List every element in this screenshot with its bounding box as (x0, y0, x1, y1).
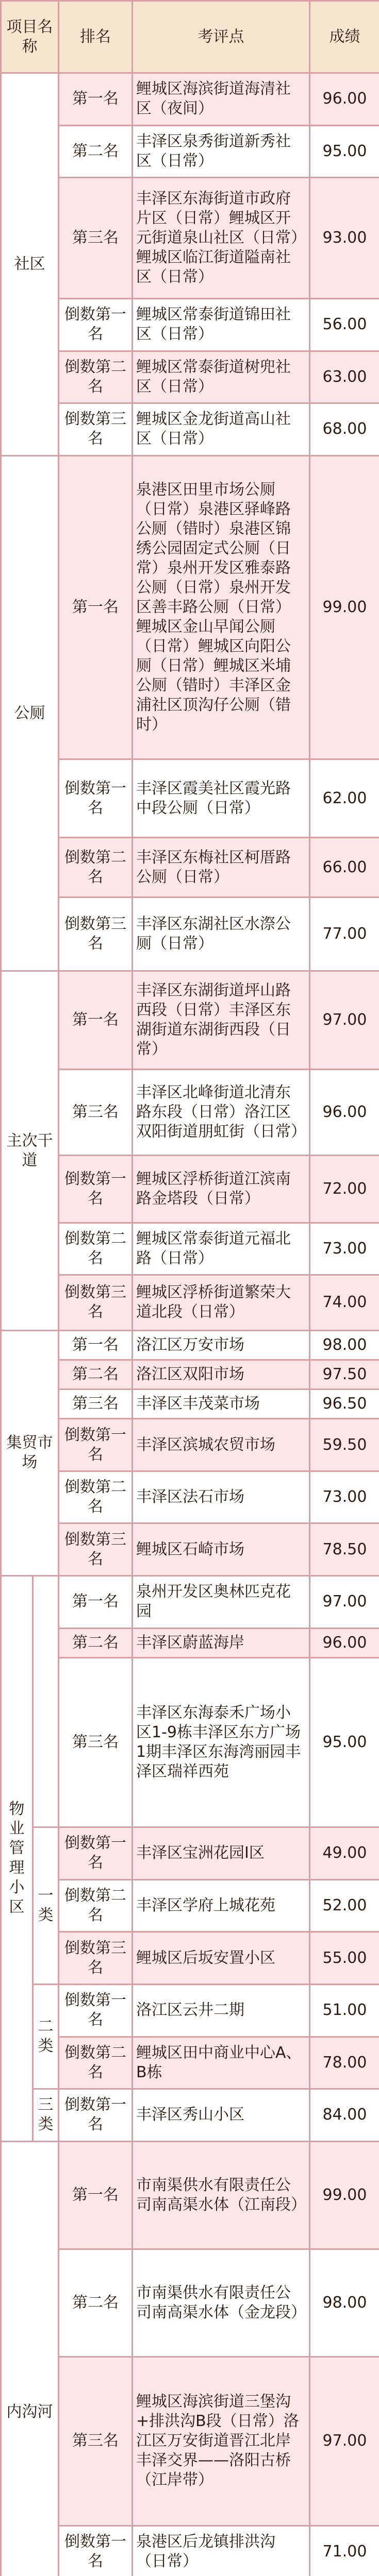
score-cell: 99.00 (310, 2141, 379, 2249)
rank-cell: 第三名 (59, 2357, 133, 2526)
score-cell: 68.00 (310, 403, 379, 456)
score-cell: 78.50 (310, 1523, 379, 1576)
category-cell: 社区 (1, 73, 59, 456)
score-cell: 97.00 (310, 1576, 379, 1629)
location-cell: 泉港区后龙镇排洪沟（日常） (133, 2526, 310, 2576)
location-cell: 鲤城区海滨街道三堡沟+排洪沟B段（日常）洛江区万安街道晋江北岸丰泽交界——洛阳古桥（江岸带） (133, 2357, 310, 2526)
location-cell: 丰泽区东梅社区柯厝路公厕（日常） (133, 838, 310, 897)
score-cell: 98.00 (310, 2249, 379, 2357)
table-row (1, 455, 379, 759)
location-cell: 鲤城区后坂安置小区 (133, 1932, 310, 1985)
score-cell: 96.00 (310, 1069, 379, 1155)
location-cell: 丰泽区东海泰禾广场小区1-9栋丰泽区东方广场1期丰泽区东海湾丽园丰泽区瑞祥西苑 (133, 1657, 310, 1827)
location-cell: 鲤城区金龙街道高山社区（日常） (133, 403, 310, 456)
score-cell: 72.00 (310, 1155, 379, 1223)
score-cell: 97.00 (310, 2357, 379, 2526)
score-cell: 97.00 (310, 971, 379, 1069)
location-cell: 丰泽区东湖街道坪山路西段（日常）丰泽区东湖街道东湖街西段（日常） (133, 971, 310, 1069)
location-cell: 鲤城区常泰街道锦田社区（日常） (133, 298, 310, 351)
table-body (1, 73, 379, 2576)
rank-cell: 倒数第三名 (59, 1932, 133, 1985)
rank-cell: 第二名 (59, 125, 133, 178)
score-cell: 73.00 (310, 1471, 379, 1523)
score-cell: 56.00 (310, 298, 379, 351)
table-row (1, 1576, 379, 1629)
score-cell: 52.00 (310, 1879, 379, 1932)
score-cell: 62.00 (310, 759, 379, 838)
location-cell: 丰泽区蔚蓝海岸 (133, 1628, 310, 1657)
location-cell: 鲤城区浮桥街道江滨南路金塔段（日常） (133, 1155, 310, 1223)
rank-cell: 倒数第二名 (59, 838, 133, 897)
rank-cell: 倒数第二名 (59, 1223, 133, 1275)
rank-cell: 第一名 (59, 2141, 133, 2249)
header-score: 成绩 (310, 1, 379, 73)
location-cell: 鲤城区浮桥街道繁荣大道北段（日常） (133, 1275, 310, 1330)
table-row (1, 1827, 379, 1880)
header-location: 考评点 (133, 1, 310, 73)
score-cell: 71.00 (310, 2526, 379, 2576)
score-cell: 74.00 (310, 1275, 379, 1330)
location-cell: 洛江区云井二期 (133, 1984, 310, 2037)
rank-cell: 倒数第三名 (59, 1275, 133, 1330)
table-row (1, 1330, 379, 1360)
location-cell: 丰泽区北峰街道北清东路东段（日常）洛江区双阳街道朋虹街（日常） (133, 1069, 310, 1155)
score-cell: 49.00 (310, 1827, 379, 1880)
rank-cell: 第一名 (59, 455, 133, 759)
score-cell: 66.00 (310, 838, 379, 897)
score-cell: 73.00 (310, 1223, 379, 1275)
location-cell: 鲤城区常泰街道元福北路（日常） (133, 1223, 310, 1275)
category-cell: 集贸市场 (1, 1330, 59, 1575)
rank-cell: 第二名 (59, 1360, 133, 1389)
score-cell: 95.00 (310, 125, 379, 178)
rank-cell: 倒数第一名 (59, 1827, 133, 1880)
rank-cell: 倒数第一名 (59, 2526, 133, 2576)
category-cell: 主次干道 (1, 971, 59, 1330)
location-cell: 丰泽区丰茂菜市场 (133, 1389, 310, 1419)
rank-cell: 第一名 (59, 971, 133, 1069)
location-cell: 洛江区双阳市场 (133, 1360, 310, 1389)
rank-cell: 第二名 (59, 2249, 133, 2357)
location-cell: 市南渠供水有限责任公司南高渠水体（江南段） (133, 2141, 310, 2249)
score-cell: 78.00 (310, 2037, 379, 2089)
rank-cell: 倒数第三名 (59, 897, 133, 971)
rank-cell: 倒数第一名 (59, 1984, 133, 2037)
score-cell: 55.00 (310, 1932, 379, 1985)
score-cell: 96.00 (310, 73, 379, 126)
subclass-cell: 三类 (33, 2089, 59, 2142)
location-cell: 丰泽区秀山小区 (133, 2089, 310, 2142)
header-rank: 排名 (59, 1, 133, 73)
rank-cell: 倒数第二名 (59, 1471, 133, 1523)
category-cell: 内沟河 (1, 2141, 59, 2576)
location-cell: 丰泽区东湖社区水漈公厕（日常） (133, 897, 310, 971)
rank-cell: 倒数第一名 (59, 298, 133, 351)
location-cell: 泉州开发区奥林匹克花园 (133, 1576, 310, 1629)
location-cell: 鲤城区田中商业中心A、B栋 (133, 2037, 310, 2089)
rank-cell: 倒数第三名 (59, 403, 133, 456)
location-cell: 丰泽区学府上城花苑 (133, 1879, 310, 1932)
location-cell: 丰泽区泉秀街道新秀社区（日常） (133, 125, 310, 178)
rank-cell: 第一名 (59, 73, 133, 126)
rank-cell: 第一名 (59, 1576, 133, 1629)
subclass-cell (33, 1576, 59, 1827)
rank-cell: 第三名 (59, 1069, 133, 1155)
location-cell: 洛江区万安市场 (133, 1330, 310, 1360)
score-cell: 59.50 (310, 1419, 379, 1471)
score-cell: 84.00 (310, 2089, 379, 2142)
table-row (1, 2141, 379, 2249)
rank-cell: 第三名 (59, 1657, 133, 1827)
category-cell: 公厕 (1, 455, 59, 971)
rank-cell: 倒数第一名 (59, 759, 133, 838)
rank-cell: 倒数第一名 (59, 2089, 133, 2142)
table-row (1, 971, 379, 1069)
location-cell: 丰泽区滨城农贸市场 (133, 1419, 310, 1471)
score-cell: 96.00 (310, 1628, 379, 1657)
score-cell: 98.00 (310, 1330, 379, 1360)
location-cell: 鲤城区海滨街道海清社区（夜间） (133, 73, 310, 126)
location-cell: 丰泽区东海街道市政府片区（日常）鲤城区开元街道泉山社区（日常）鲤城区临江街道隘南社区（日常） (133, 178, 310, 299)
score-cell: 77.00 (310, 897, 379, 971)
rank-cell: 第三名 (59, 178, 133, 299)
location-cell: 鲤城区石崎市场 (133, 1523, 310, 1576)
table-row (1, 1984, 379, 2037)
score-cell: 95.00 (310, 1657, 379, 1827)
rank-cell: 倒数第三名 (59, 1523, 133, 1576)
location-cell: 鲤城区常泰街道树兜社区（日常） (133, 351, 310, 403)
rank-cell: 倒数第二名 (59, 351, 133, 403)
rank-cell: 第一名 (59, 1330, 133, 1360)
category-cell: 物业管理小区 (1, 1576, 33, 2142)
score-cell: 97.50 (310, 1360, 379, 1389)
location-cell: 市南渠供水有限责任公司南高渠水体（金龙段） (133, 2249, 310, 2357)
score-cell: 96.50 (310, 1389, 379, 1419)
score-cell: 93.00 (310, 178, 379, 299)
table-row (1, 73, 379, 126)
rank-cell: 倒数第一名 (59, 1419, 133, 1471)
header-project: 项目名称 (1, 1, 59, 73)
score-cell: 63.00 (310, 351, 379, 403)
location-cell: 丰泽区法石市场 (133, 1471, 310, 1523)
location-cell: 泉港区田里市场公厕（日常）泉港区驿峰路公厕（错时）泉港区锦绣公园固定式公厕（日常）泉州开发区雅泰路公厕（日常）泉州开发区善丰路公厕（日常）鲤城区金山早闻公厕（日常）鲤城区向阳公厕（日常）鲤城区米埔公厕（错时）丰泽区金浦社区顶沟仔公厕（错时） (133, 455, 310, 759)
subclass-cell: 二类 (33, 1984, 59, 2089)
table-row (1, 2089, 379, 2142)
rank-cell: 第三名 (59, 1389, 133, 1419)
location-cell: 丰泽区霞美社区霞光路中段公厕（日常） (133, 759, 310, 838)
table-header-row (1, 1, 379, 73)
score-cell: 51.00 (310, 1984, 379, 2037)
score-cell: 99.00 (310, 455, 379, 759)
rank-cell: 倒数第二名 (59, 2037, 133, 2089)
subclass-cell: 一类 (33, 1827, 59, 1985)
rank-cell: 倒数第二名 (59, 1879, 133, 1932)
rank-cell: 倒数第一名 (59, 1155, 133, 1223)
rank-cell: 第二名 (59, 1628, 133, 1657)
location-cell: 丰泽区宝洲花园Ⅰ区 (133, 1827, 310, 1880)
